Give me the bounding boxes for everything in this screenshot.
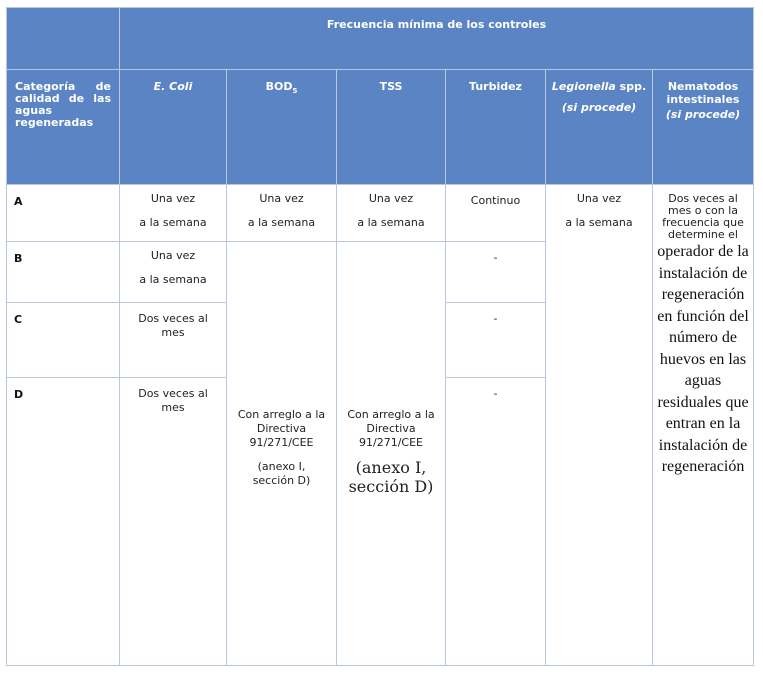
- header-empty-cell: [7, 8, 120, 70]
- tss-merged: Con arreglo a la Directiva 91/271/CEE (anexo I, sección D): [337, 242, 446, 666]
- header-bod: $BOD_5$: [227, 70, 337, 185]
- header-ecoli: E. Coli: [120, 70, 227, 185]
- control-frequency-table: [6, 7, 754, 666]
- ecoli-c: Dos veces al mes: [120, 303, 227, 378]
- tss-a: Una vez a la semana: [337, 185, 446, 242]
- header-group: [120, 8, 754, 70]
- ecoli-b: Una vez a la semana: [120, 242, 227, 303]
- nematodos-merged: Dos veces al mes o con la frecuencia que determine el operador de la instalación de regeneración en función del número de huevos en las aguas residuales que entran en la instalación de regeneración: [653, 185, 754, 666]
- category-d: D: [7, 378, 120, 666]
- ecoli-d: Dos veces al mes: [120, 378, 227, 666]
- turbidez-a: Continuo: [446, 185, 546, 242]
- turbidez-c: -: [446, 303, 546, 378]
- category-b: B: [7, 242, 120, 303]
- legionella-merged: Una vez a la semana: [546, 185, 653, 666]
- header-category: Categoría de calidad de las aguas regeneradas: [7, 70, 120, 185]
- turbidez-d: -: [446, 378, 546, 666]
- header-group-title: Frecuencia mínima de los controles: [326, 18, 547, 31]
- header-turbidez: Turbidez: [446, 70, 546, 185]
- ecoli-a: Una vez a la semana: [120, 185, 227, 242]
- header-tss: TSS: [337, 70, 446, 185]
- turbidez-b: -: [446, 242, 546, 303]
- header-legionella: Legionella spp. (si procede): [546, 70, 653, 185]
- category-a: A: [7, 185, 120, 242]
- header-nematodos: Nematodos intestinales (si procede): [653, 70, 754, 185]
- bod-merged: Con arreglo a la Directiva 91/271/CEE (anexo I, sección D): [227, 242, 337, 666]
- bod-a: Una vez a la semana: [227, 185, 337, 242]
- category-c: C: [7, 303, 120, 378]
